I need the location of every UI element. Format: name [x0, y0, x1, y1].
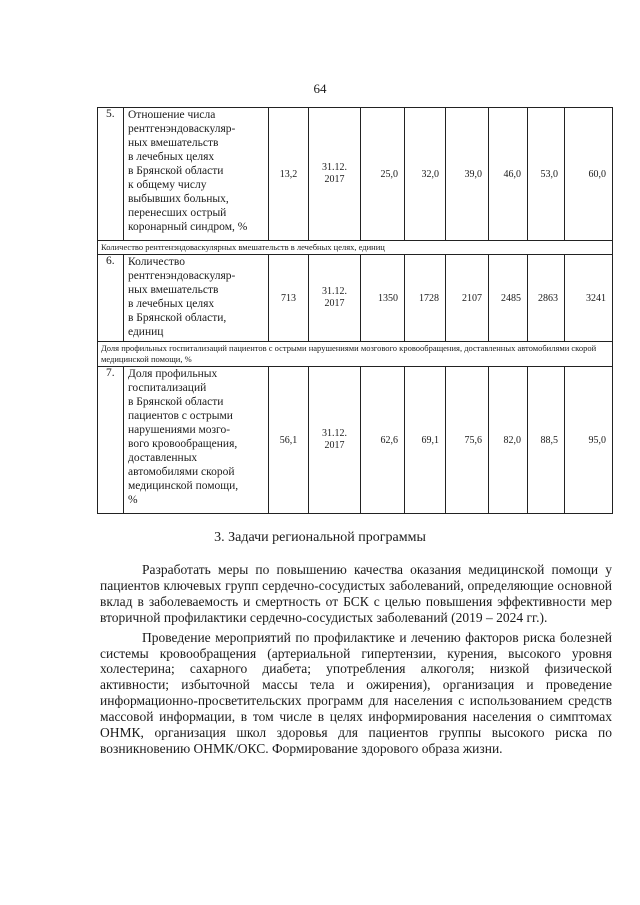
base-value: 713	[269, 255, 309, 342]
target-value: 2107	[446, 255, 489, 342]
page-number: 64	[313, 81, 327, 96]
target-value: 39,0	[446, 108, 489, 241]
indicator-name-line: ных вмешательств	[128, 284, 219, 296]
base-date	[309, 367, 361, 514]
row-number: 5.	[98, 108, 124, 241]
target-value: 25,0	[361, 108, 405, 241]
target-value: 32,0	[405, 108, 446, 241]
base-date-line: 31.12.	[322, 162, 347, 173]
indicator-name-line: ных вмешательств	[128, 137, 219, 149]
indicator-name-line: в лечебных целях	[128, 151, 215, 163]
target-value: 95,0	[565, 367, 613, 514]
target-value: 82,0	[489, 367, 528, 514]
target-value: 88,5	[528, 367, 565, 514]
target-value: 62,6	[361, 367, 405, 514]
indicator-name-line: в лечебных целях	[128, 298, 215, 310]
indicator-name-line: рентгенэндоваскуляр-	[128, 270, 236, 282]
indicator-name-line: перенесших острый	[128, 207, 227, 219]
base-date-line: 31.12.	[322, 428, 347, 439]
paragraph-2: Проведение мероприятий по профилактике и лечению факторов риска болезней системы кровообращения (артериальной гипертензии, курения, высокого уровня холестерина; сахарного диабета; употребления алкоголя; низкой физической активности; избыточной массы тела и ожирения), организация и проведение информационно-просветительских программ для населения с использованием средств массовой информации, в том числе в целях информирования населения о симптомах ОНМК, организация школ здоровья для пациентов группы высокого риска по возникновению ОНМК/ОКС. Формирование здорового образа жизни.	[100, 629, 612, 756]
indicator-name-line: медицинской помощи,	[128, 480, 239, 492]
indicator-name-line: %	[128, 494, 138, 506]
paragraph-1: Разработать меры по повышению качества оказания медицинской помощи у пациентов ключевых групп сердечно-сосудистых заболеваний, определяющие основной вклад в заболеваемость и смертность от БСК с целью повышения эффективности мер вторичной профилактики сердечно-сосудистых заболеваний (2019 – 2024 гг.).	[100, 562, 612, 625]
target-value: 75,6	[446, 367, 489, 514]
base-date-line: 2017	[324, 174, 345, 185]
base-value: 56,1	[269, 367, 309, 514]
target-value: 2485	[489, 255, 528, 342]
base-date-line: 2017	[324, 298, 345, 309]
table-row	[98, 367, 613, 514]
target-value: 1728	[405, 255, 446, 342]
target-value: 3241	[565, 255, 613, 342]
indicator-name-line: выбывших больных,	[128, 193, 229, 205]
target-value: 69,1	[405, 367, 446, 514]
base-date-line: 2017	[324, 440, 345, 451]
target-value: 60,0	[565, 108, 613, 241]
table-row	[98, 255, 613, 342]
table-row	[98, 108, 613, 241]
indicator-name-line: рентгенэндоваскуляр-	[128, 123, 236, 135]
base-date	[309, 108, 361, 241]
target-value: 53,0	[528, 108, 565, 241]
target-value: 1350	[361, 255, 405, 342]
row-number: 6.	[98, 255, 124, 342]
indicator-name-line: к общему числу	[128, 179, 207, 191]
indicator-name	[124, 367, 269, 514]
target-value: 2863	[528, 255, 565, 342]
indicator-name-line: единиц	[128, 326, 164, 338]
indicator-name-line: в Брянской области	[128, 396, 224, 408]
base-value: 13,2	[269, 108, 309, 241]
indicator-name-line: нарушениями мозго-	[128, 424, 231, 436]
indicator-name	[124, 108, 269, 241]
base-date-line: 31.12.	[322, 286, 347, 297]
section-heading: 3. Задачи региональной программы	[214, 530, 426, 545]
section-row	[98, 241, 613, 255]
indicator-name	[124, 255, 269, 342]
section-label: Доля профильных госпитализаций пациентов с острыми нарушениями мозгового кровообращения, доставленных автомобилями скорой медицинской помощи, %	[98, 342, 613, 367]
section-row	[98, 342, 613, 367]
indicator-name-line: пациентов с острыми	[128, 410, 233, 422]
indicator-name-line: в Брянской области	[128, 165, 224, 177]
indicators-table	[97, 107, 613, 514]
indicator-name-line: в Брянской области,	[128, 312, 227, 324]
indicator-name-line: вого кровообращения,	[128, 438, 238, 450]
section-label: Количество рентгенэндоваскулярных вмешательств в лечебных целях, единиц	[98, 241, 613, 255]
indicator-name-line: автомобилями скорой	[128, 466, 235, 478]
indicator-name-line: коронарный синдром, %	[128, 221, 248, 233]
indicator-name-line: доставленных	[128, 452, 198, 464]
row-number: 7.	[98, 367, 124, 514]
indicator-name-line: госпитализаций	[128, 382, 207, 394]
indicator-name-line: Количество	[128, 256, 185, 268]
body-text	[100, 562, 612, 761]
indicator-name-line: Доля профильных	[128, 368, 218, 380]
target-value: 46,0	[489, 108, 528, 241]
base-date	[309, 255, 361, 342]
indicator-name-line: Отношение числа	[128, 109, 216, 121]
